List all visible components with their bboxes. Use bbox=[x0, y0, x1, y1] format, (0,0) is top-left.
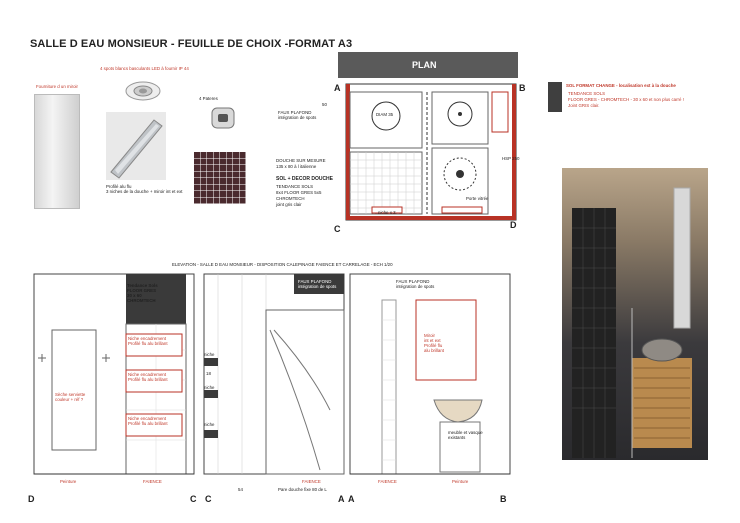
tile-cell bbox=[220, 165, 226, 171]
meuble-label: meuble et vasque existants bbox=[448, 430, 483, 440]
tile-text-7: joint gris clair bbox=[276, 202, 302, 207]
tile-cell bbox=[227, 191, 233, 197]
tile-cell bbox=[220, 172, 226, 178]
porte-label: Porte vitrée bbox=[466, 196, 489, 201]
tile-cell bbox=[233, 165, 239, 171]
spot-image bbox=[125, 80, 161, 102]
tile-cell bbox=[240, 152, 246, 158]
tile-cell bbox=[214, 198, 220, 204]
tile-cell bbox=[240, 198, 246, 204]
tile-cell bbox=[220, 178, 226, 184]
tile-cell bbox=[214, 152, 220, 158]
tile-cell bbox=[214, 159, 220, 165]
tile-cell bbox=[220, 152, 226, 158]
peinture-1: Peinture bbox=[60, 479, 77, 484]
spots-label: 4 spots blancs basculants LED à fournir IP 44 bbox=[100, 66, 189, 71]
peinture-3: Peinture bbox=[452, 479, 469, 484]
tile-cell bbox=[201, 152, 207, 158]
tile-cell bbox=[207, 172, 213, 178]
tendance-label: Tendance Sols FLOOR GRES 30 x 60 CHROMTECH bbox=[127, 283, 158, 303]
diam-label: DIAM 35 bbox=[376, 112, 394, 117]
faux-plafond-2: FAUX PLAFOND intégration de spots bbox=[298, 279, 337, 289]
bathroom-photo bbox=[562, 168, 708, 460]
tile-cell bbox=[233, 198, 239, 204]
niche-label: niche x 3 bbox=[378, 210, 396, 215]
tile-cell bbox=[227, 152, 233, 158]
niche-small-3: niche bbox=[204, 422, 215, 427]
faience-2: FAIENCE bbox=[302, 479, 321, 484]
niche-small-2: niche bbox=[204, 385, 215, 390]
sol-line-4: Joint GRIS clair. bbox=[568, 103, 600, 108]
tile-text-1: DOUCHE SUR MESURE bbox=[276, 158, 326, 163]
elev-letter-a2: A bbox=[348, 494, 355, 504]
dim-left: 50 bbox=[322, 102, 327, 107]
seche-label: Sèche serviette couleur + réf ? bbox=[55, 392, 86, 402]
elev-letter-d: D bbox=[28, 494, 35, 504]
tile-cell bbox=[207, 198, 213, 204]
patere-image bbox=[208, 104, 238, 132]
plan-title: PLAN bbox=[412, 60, 437, 70]
plan-drawing bbox=[332, 52, 524, 230]
dim-54: 54 bbox=[238, 487, 243, 492]
tile-cell bbox=[233, 185, 239, 191]
pateres-label: 4 Pateres bbox=[199, 96, 218, 101]
elev-letter-c2: C bbox=[205, 494, 212, 504]
sol-line-1: SOL FORMAT CHANGE - localisation ext à la douche bbox=[566, 83, 676, 88]
tile-cell bbox=[214, 172, 220, 178]
corner-c: C bbox=[334, 224, 341, 234]
faience-3: FAIENCE bbox=[378, 479, 397, 484]
tile-cell bbox=[214, 191, 220, 197]
mirror-label: Fourniture d un miroir bbox=[36, 84, 78, 89]
corner-b: B bbox=[519, 83, 526, 93]
niche-1-label: Niche encadrement Profilé flu alu brillant bbox=[128, 336, 168, 346]
faience-1: FAIENCE bbox=[143, 479, 162, 484]
tile-cell bbox=[207, 152, 213, 158]
tile-cell bbox=[201, 172, 207, 178]
tile-text-6: CHROMTECH bbox=[276, 196, 305, 201]
sol-line-2: TENDANCE SOLS bbox=[568, 91, 606, 96]
tile-cell bbox=[194, 185, 200, 191]
tile-cell bbox=[207, 159, 213, 165]
tile-cell bbox=[233, 172, 239, 178]
tile-cell bbox=[207, 165, 213, 171]
hsp-label: HSP 250 bbox=[502, 156, 520, 161]
tile-cell bbox=[220, 191, 226, 197]
tile-cell bbox=[240, 178, 246, 184]
sol-line-3: FLOOR GRES - CHROMTECH - 30 x 60 et non plus carré ! bbox=[568, 97, 684, 102]
tile-cell bbox=[201, 178, 207, 184]
tile-cell bbox=[227, 172, 233, 178]
tile-cell bbox=[201, 198, 207, 204]
tile-cell bbox=[194, 152, 200, 158]
elevation-caption: ELEVATION - SALLE D EAU MONSIEUR - DISPOSITION CALEPINAGE FAIENCE ET CARRELAGE - ECH 1/20 bbox=[172, 262, 393, 267]
corner-d: D bbox=[510, 220, 517, 230]
tile-cell bbox=[194, 178, 200, 184]
tile-cell bbox=[194, 172, 200, 178]
dim-18: 18 bbox=[206, 371, 211, 376]
tile-cell bbox=[214, 178, 220, 184]
pare-douche: Pare douche fixe 80 de L bbox=[278, 487, 327, 492]
tile-swatch bbox=[194, 152, 246, 204]
tile-cell bbox=[240, 191, 246, 197]
tile-cell bbox=[240, 185, 246, 191]
tile-text-2: 135 x 80 à l italienne bbox=[276, 164, 317, 169]
tile-cell bbox=[201, 165, 207, 171]
tile-cell bbox=[194, 198, 200, 204]
niche-2-label: Niche encadrement Profilé flu alu brillant bbox=[128, 372, 168, 382]
tile-cell bbox=[240, 159, 246, 165]
tile-cell bbox=[227, 178, 233, 184]
tile-cell bbox=[214, 165, 220, 171]
page-title: SALLE D EAU MONSIEUR - FEUILLE DE CHOIX -FORMAT A3 bbox=[30, 38, 353, 50]
tile-cell bbox=[207, 185, 213, 191]
tile-text-4: TENDANCE SOLS bbox=[276, 184, 314, 189]
tile-cell bbox=[227, 165, 233, 171]
profile-label: Profilé alu flu 3 niches de la douche + miroir int et ext bbox=[106, 184, 183, 194]
elev-letter-a1: A bbox=[338, 494, 345, 504]
tile-cell bbox=[194, 165, 200, 171]
tile-text-3: SOL + DECOR DOUCHE bbox=[276, 176, 333, 182]
elevation-drawing bbox=[30, 270, 520, 502]
tile-text-5: 8x4 FLOOR GRES 5x5 bbox=[276, 190, 322, 195]
faux-plafond-3: FAUX PLAFOND intégration de spots bbox=[396, 279, 435, 289]
tile-cell bbox=[220, 198, 226, 204]
niche-small-1: niche bbox=[204, 352, 215, 357]
tile-cell bbox=[227, 185, 233, 191]
tile-cell bbox=[233, 178, 239, 184]
tile-cell bbox=[201, 185, 207, 191]
miroir-label: Miroir int et ext Profilé flu alu brillant bbox=[424, 333, 445, 353]
tile-cell bbox=[201, 159, 207, 165]
niche-3-label: Niche encadrement Profilé flu alu brillant bbox=[128, 416, 168, 426]
tile-cell bbox=[240, 172, 246, 178]
elev-letter-c1: C bbox=[190, 494, 197, 504]
tile-cell bbox=[240, 165, 246, 171]
faux-plafond-label: FAUX PLAFOND intégration de spots bbox=[278, 110, 317, 120]
tile-cell bbox=[227, 198, 233, 204]
tile-cell bbox=[201, 191, 207, 197]
tile-cell bbox=[233, 159, 239, 165]
tile-cell bbox=[207, 178, 213, 184]
tile-cell bbox=[220, 185, 226, 191]
sol-swatch bbox=[548, 82, 562, 112]
tile-cell bbox=[220, 159, 226, 165]
tile-cell bbox=[214, 185, 220, 191]
tile-cell bbox=[194, 191, 200, 197]
tile-cell bbox=[194, 159, 200, 165]
tile-cell bbox=[227, 159, 233, 165]
tile-cell bbox=[233, 152, 239, 158]
elev-letter-b: B bbox=[500, 494, 507, 504]
profile-image bbox=[106, 112, 166, 180]
tile-cell bbox=[207, 191, 213, 197]
tile-cell bbox=[233, 191, 239, 197]
corner-a: A bbox=[334, 83, 341, 93]
mirror-swatch bbox=[34, 94, 80, 209]
